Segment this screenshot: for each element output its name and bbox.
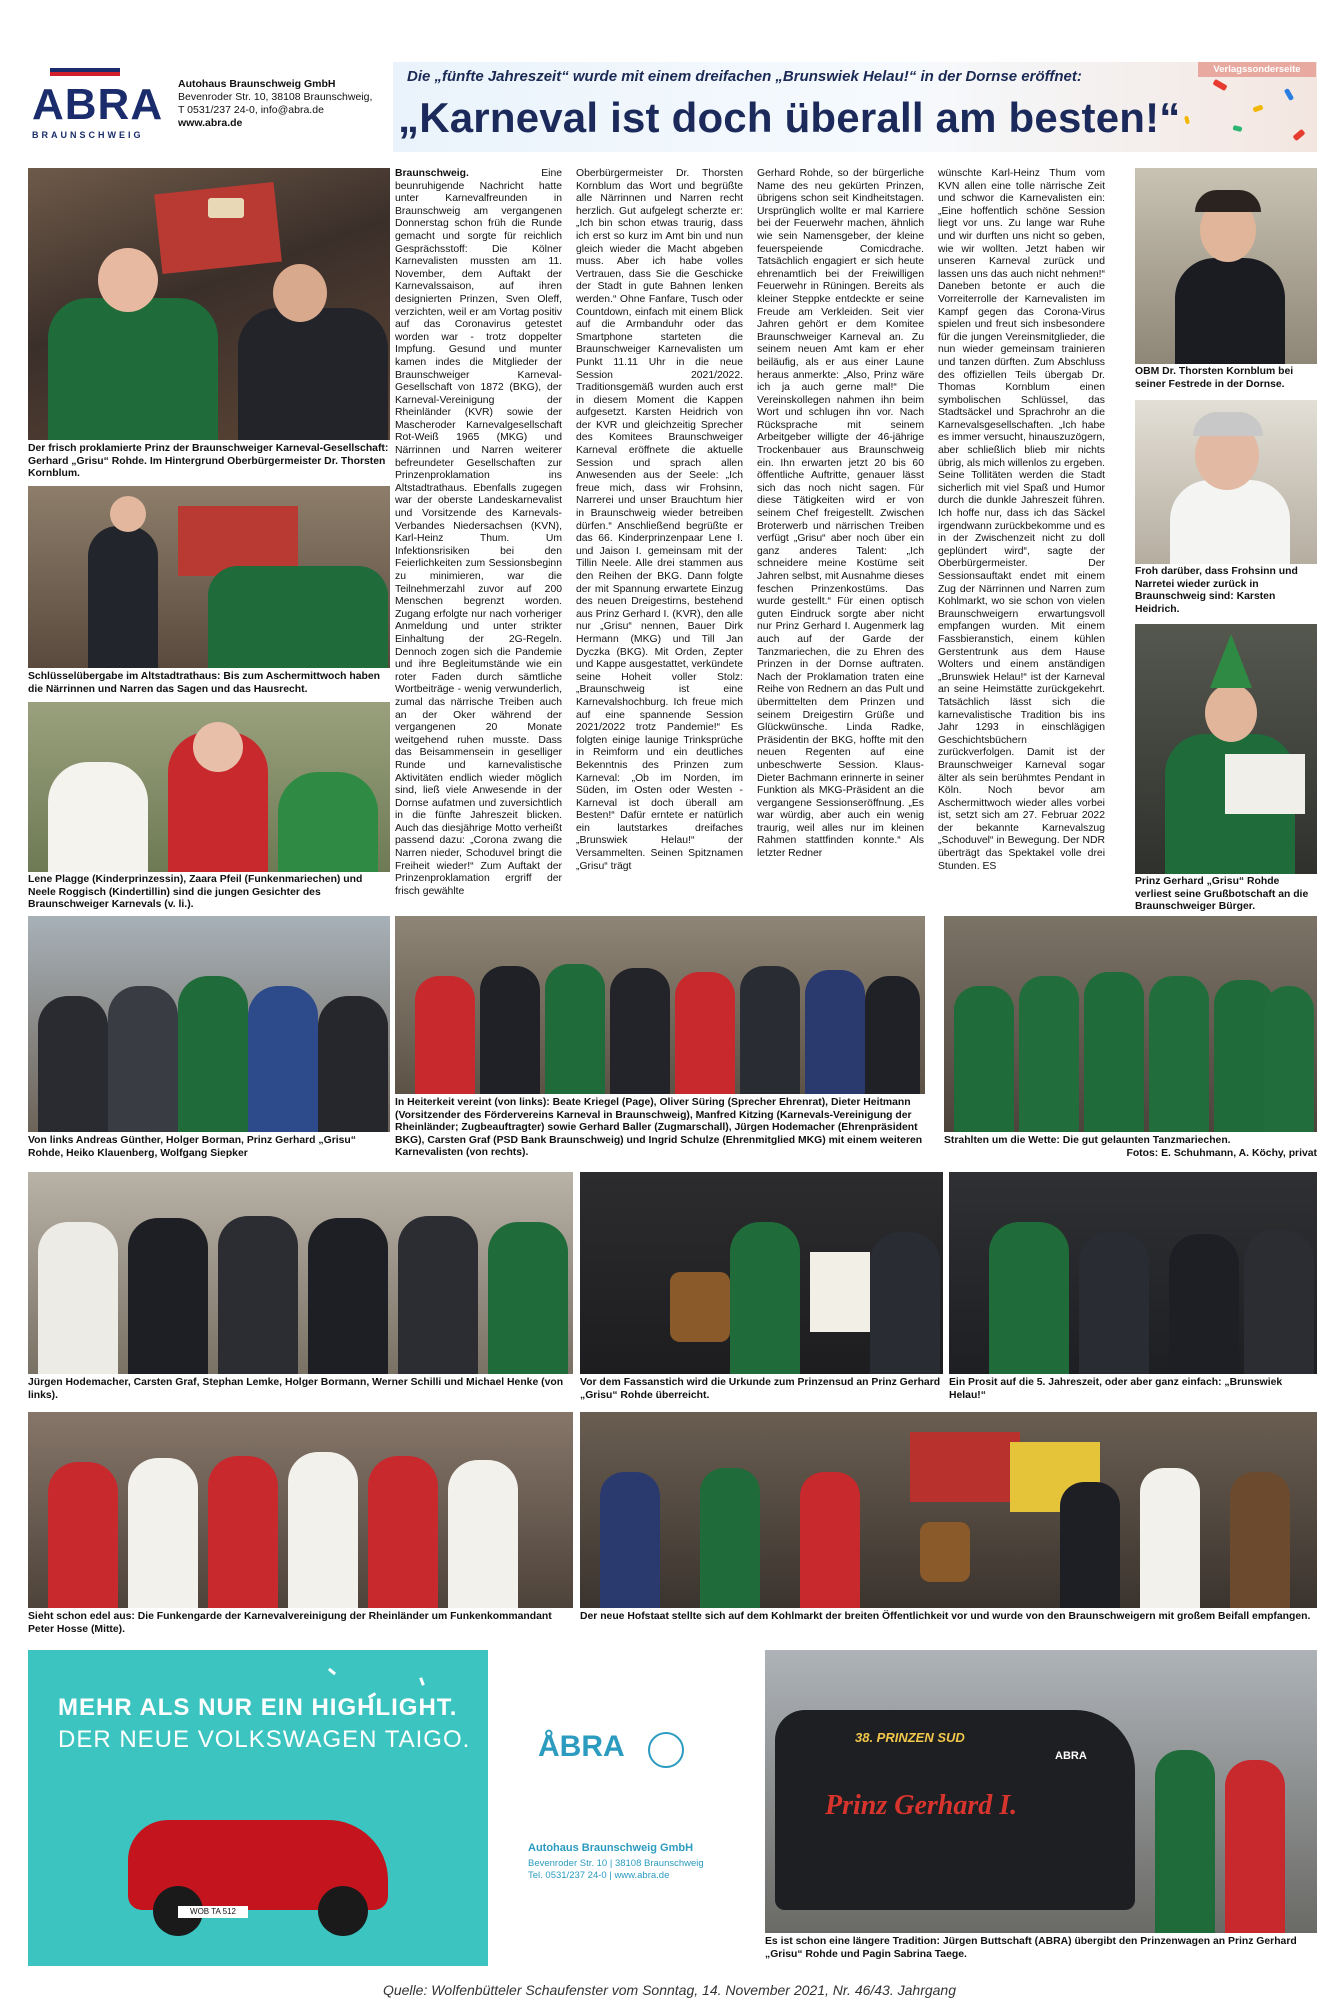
page-title: „Karneval ist doch überall am besten!“ (398, 94, 1181, 141)
caption-3: Lene Plagge (Kinderprinzessin), Zaara Pfeil (Funkenmariechen) und Neele Roggisch (Kindertillin) sind die jungen Gesichter des Braunschweiger Karnevals (v. li.). (28, 874, 363, 911)
van-sign-sud: 38. PRINZEN SUD (855, 1730, 965, 1745)
caption-8: In Heiterkeit vereint (von links): Beate Kriegel (Page), Oliver Süring (Sprecher Ehrenrat), Dieter Heitmann (Vorsitzender des Fördervereins Karneval in Braunschweig), Manfred Kitzing (Karnevals-Vereinigung der Rheinländer; Zugbeauftragter) sowie Gerhard Baller (Zugmarschall), Jürgen Hodemacher (Ehrenpräsident BKG), Carsten Graf (PSD Bank Braunschweig) und Ingrid Schulze (Ehrenmitglied MKG) mit einem weiteren Karnevalisten (von rechts). (395, 1097, 923, 1159)
caption-14: Der neue Hofstaat stellte sich auf dem Kohlmarkt der breiten Öffentlichkeit vor und wurde von den Braunschweigern mit großem Beifall empfangen. (580, 1611, 1311, 1622)
photo-keg-certificate (580, 1172, 943, 1374)
ad-dealer-panel (498, 1690, 748, 1960)
logo-text: ABRA (32, 80, 164, 129)
ad-headline-1: MEHR ALS NUR EIN HIGHLIGHT. (58, 1694, 458, 1721)
logo-subtitle: BRAUNSCHWEIG (32, 130, 144, 140)
caption-1: Der frisch proklamierte Prinz der Braunschweiger Karneval-Gesellschaft: Gerhard „Grisu“ Rohde. Im Hintergrund Oberbürgermeister Dr. Thorsten Kornblum. (28, 443, 389, 480)
company-street: Bevenroder Str. 10, 38108 Braunschweig, (178, 91, 373, 103)
photo-credits: Fotos: E. Schuhmann, A. Köchy, privat (1126, 1148, 1317, 1159)
photo-hodemacher-group (28, 1172, 573, 1374)
caption-15: Es ist schon eine längere Tradition: Jürgen Buttschaft (ABRA) übergibt den Prinzenwagen an Prinz Gerhard „Grisu“ Rohde und Pagin Sabrina Taege. (765, 1936, 1297, 1960)
photo-mayor-speech (1135, 168, 1317, 364)
caption-4: OBM Dr. Thorsten Kornblum bei seiner Festrede in der Dornse. (1135, 366, 1294, 390)
caption-7: Von links Andreas Günther, Holger Borman, Prinz Gerhard „Grisu“ Rohde, Heiko Klauenberg, Wolfgang Siepker (28, 1135, 356, 1159)
photo-prince-proclaimed (28, 168, 390, 440)
photo-prosit (949, 1172, 1317, 1374)
caption-2: Schlüsselübergabe im Altstadtrathaus: Bis zum Aschermittwoch haben die Närrinnen und Narren das Sagen und das Hausrecht. (28, 671, 381, 695)
ad-teal-panel (28, 1650, 488, 1966)
company-phone: T 0531/237 24-0, info@abra.de (178, 104, 324, 116)
company-name: Autohaus Braunschweig GmbH (178, 78, 336, 90)
photo-funkengarde (28, 1412, 573, 1608)
article-dateline: Braunschweig. (395, 168, 469, 179)
caption-5: Froh darüber, dass Frohsinn und Narretei wieder zurück in Braunschweig sind: Karsten Heidrich. (1135, 566, 1298, 615)
caption-13: Sieht schon edel aus: Die Funkengarde der Karnevalvereinigung der Rheinländer um Funkenkommandant Peter Hosse (Mitte). (28, 1611, 552, 1635)
caption-10: Jürgen Hodemacher, Carsten Graf, Stephan Lemke, Holger Bormann, Werner Schilli und Michael Henke (von links). (28, 1377, 564, 1401)
van-brand: ABRA (1055, 1750, 1087, 1762)
photo-key-handover (28, 486, 390, 668)
company-address (178, 78, 393, 130)
caption-11: Vor dem Fassanstich wird die Urkunde zum Prinzensud an Prinz Gerhard „Grisu“ Rohde überreicht. (580, 1377, 941, 1401)
photo-heiterkeit-group (395, 916, 925, 1094)
section-tag: Verlagssonderseite (1198, 62, 1316, 77)
caption-9: Strahlten um die Wette: Die gut gelaunten Tanzmariechen. (944, 1135, 1231, 1146)
abra-logo (28, 62, 164, 152)
caption-12: Ein Prosit auf die 5. Jahreszeit, oder aber ganz einfach: „Brunswiek Helau!“ (949, 1377, 1283, 1401)
license-plate: WOB TA 512 (178, 1906, 248, 1918)
ad-abra-logo: ÅBRA (538, 1730, 625, 1763)
photo-young-faces (28, 702, 390, 872)
caption-6: Prinz Gerhard „Grisu“ Rohde verliest seine Grußbotschaft an die Braunschweiger Bürger. (1135, 876, 1309, 913)
photo-prince-van (765, 1650, 1317, 1933)
article-column-4: wünschte Karl-Heinz Thum vom KVN allen eine tolle närrische Zeit und schwor die Karnevalisten ein: „Eine hoffentlich schöne Session liegt vor uns. Zu lange war Ruhe und wir durften uns nicht so geben, wie wir wollten. Jetzt haben wir unseren Karneval zurück und lassen uns das auch nicht nehmen!“ Daneben betonte er auch die Vorreiterrolle der Karnevalisten im Kampf gegen das Corona-Virus spielen und freut sich insbesondere für die jungen Vereinsmitglieder, die nun wieder gemeinsam trainieren und tanzen dürften. Zum Abschluss des offiziellen Teils übergab Dr. Thomas Kornblum einen symbolischen Schlüssel, das Stadtsäckel und Sprachrohr an die Karnevalsgesellschaften. „Ich habe es immer versucht, hinauszuzögern, aber schließlich blieb mir nichts übrig, als mich willenlos zu ergeben. Seine Tollitäten werden die Stadt sicherlich mit viel Spaß und Humor durch die dunkle Jahreszeit führen. Ich hoffe nur, dass ich das Säckel irgendwann zurückbekomme und es in der Zwischenzeit nicht zu doll geplündert wird“, sagte der Oberbürgermeister. Der Sessionsauftakt endet mit einem Zug der Närrinnen und Narren zum Kohlmarkt, wo sie schon von vielen Braunschweigern erwartungsvoll empfangen wurden. Mit einem Fassbieranstich, einem kühlen Gerstentrunk aus dem Hause Wolters und einem anständigen „Brunswiek Helau!“ ist der Karneval an seine Heimstätte zurückgekehrt. Tatsächlich lässt sich die karnevalistische Tradition bis ins Jahr 1293 in einschlägigen Geschichtsbüchern zurückverfolgen. Damit ist der Braunschweiger Karneval sogar älter als sein berühmtes Pendant in Köln. Noch bevor am Aschermittwoch wieder alles vorbei ist, setzt sich am 27. Februar 2022 der bekannte Karnevalszug „Schoduvel“ in Bewegung. Der NDR überträgt das Spektakel volle drei Stunden. ES (938, 168, 1105, 872)
vw-taigo-advert (28, 1650, 755, 1966)
ad-headline-2: DER NEUE VOLKSWAGEN TAIGO. (58, 1726, 471, 1753)
headline-kicker: Die „fünfte Jahreszeit“ wurde mit einem dreifachen „Brunswiek Helau!“ in der Dornse eröffnet: (407, 68, 1082, 85)
photo-group-outdoor (28, 916, 390, 1132)
article-column-2: Oberbürgermeister Dr. Thorsten Kornblum das Wort und begrüßte alle Närrinnen und Narren recht herzlich. Gut aufgelegt scherzte er: „Ich bin schon etwas traurig, dass ich erst so kurz im Amt bin und nun gleich wieder die Macht abgeben muss. Aber ich habe volles Vertrauen, dass Sie die Geschicke der Stadt in gute Bahnen lenken werden.“ Ohne Fanfare, Tusch oder Countdown, einfach mit einem Blick auf die Armbanduhr oder das Smartphone starteten die Braunschweiger Karnevalisten um Punkt 11.11 Uhr in die neue Session 2021/2022. Traditionsgemäß wurden auch erst in diesem Moment die Kappen aufgesetzt. Karsten Heidrich von der KVR und gleichzeitig Sprecher des Komitees Braunschweiger Karneval eröffnete die aktuelle Session und sprach allen Anwesenden aus der Seele: „Ich freue mich, dass wir Frohsinn, Narrerei und unser Brauchtum hier in Braunschweig wieder betreiben dürfen.“ Anschließend begrüßte er das 66. Kinderprinzenpaar Lene I. und Jaison I. gemeinsam mit der Tillin Neele. Alle drei stammen aus den Reihen der BKG. Dann folgte der mit Spannung erwartete Einzug des neuen Dreigestirns, bestehend aus Prinz Gerhard I. (KVR), den alle nur „Grisu“ nennen, Bauer Dirk Hermann (MKG) und Till Jan Dyczka (BKG). Mit Orden, Zepter und Kappe ausgestattet, verkündete seine Hoheit voller Stolz: „Braunschweig ist eine Karnevalshochburg. Ich freue mich auf eine spannende Session 2021/2022 trotz Pandemie!“ Es folgten einige launige Trinksprüche in Reimform und ein deutliches Bekenntnis des Prinzen zum Karneval: „Ob im Norden, im Süden, im Osten oder Westen - Karneval ist doch überall am Besten!“ Dafür erntete er natürlich ein lautstarkes dreifaches „Brunswiek Helau!“ der Versammelten. Seinen Spitznamen „Grisu“ trägt (576, 168, 743, 872)
article-column-1 (395, 168, 562, 898)
photo-hofstaat (580, 1412, 1317, 1608)
article-text-1: Eine beunruhigende Nachricht hatte unter Karnevalfreunden in Braunschweig am vergangenen Donnerstag schon früh die Runde gemacht und sorgte für reichlich Gesprächsstoff: Die Kölner Karnevalisten mussten am 11. November, dem Auftakt der Karnevalssaison, auf ihren designierten Prinzen, Sven Oleff, verzichten, weil er am Vortag positiv auf das Coronavirus getestet worden war - trotz doppelter Impfung. Gesund und munter kamen indes die Mitglieder der Braunschweiger Karneval-Gesellschaft von 1872 (BKG), der Karneval-Vereinigung der Rheinländer (KVR) sowie der Mascheroder Karnevalgesellschaft Rot-Weiß 1965 (MKG) und Närrinnen und Narren weiterer befreundeter Gesellschaften zur Prinzenproklamation ins Altstadtrathaus. Ebenfalls zugegen war der oberste Landeskarnevalist und Vorsitzende des Karnevals-Verbandes Niedersachsen (KVN), Karl-Heinz Thum. Um Infektionsrisiken bei den Feierlichkeiten zum Sessionsbeginn zu minimieren, war die Teilnehmerzahl zuvor auf 200 Menschen begrenzt worden. Zugang erfolgte nur nach vorheriger Anmeldung und unter strikter Einhaltung der 2G-Regeln. Dennoch zogen sich die Pandemie und ihre Begleitumstände wie ein roter Faden durch sämtliche Wortbeiträge - wenig verwunderlich, zumal das närrische Treiben auch an der Oker während der vergangenen 20 Monate weitgehend ruhen musste. Dass das Beisammensein in geselliger Runde und karnevalistische Aktivitäten endlich wieder möglich sind, ließ viele Anwesende in der Dornse aufatmen und zuversichtlich in die fünfte Jahreszeit blicken. Auch das diesjährige Motto verheißt passend dazu: „Corona zwang die Narren nieder, Schoduvel bringt die Freiheit wieder!“ Zum Auftakt der Prinzenproklamation ergriff der frisch gewählte (395, 168, 562, 897)
ad-address (528, 1858, 704, 1882)
ad-company: Autohaus Braunschweig GmbH (528, 1842, 694, 1854)
photo-prince-greeting (1135, 624, 1317, 874)
ad-address-line-1: Bevenroder Str. 10 | 38108 Braunschweig (528, 1858, 704, 1869)
ad-address-line-2: Tel. 0531/237 24-0 | www.abra.de (528, 1870, 670, 1881)
vw-logo-icon (648, 1732, 684, 1768)
logo-stripe (50, 68, 120, 76)
article-column-3: Gerhard Rohde, so der bürgerliche Name des neu gekürten Prinzen, übrigens schon seit Kindheitstagen. Ursprünglich wollte er mal Karriere bei der Feuerwehr machen, ähnlich wie sein Namensgeber, der kleine feuerspeiende Comicdrache. Tatsächlich engagiert er sich heute ehrenamtlich bei der Freiwilligen Feuerwehr in Rüningen. Bereits als kleiner Steppke entdeckte er seine Freude am Verkleiden. Seit vier Jahren gehört er dem Komitee Braunschweiger Karneval an. Zu seinem neuen Amt kam er eher beiläufig, als er aus einer Laune heraus anmerkte: „Also, Prinz wäre ich ja auch gerne mal!“ Die Vereinskollegen nahmen ihn beim Wort und schlugen ihn vor. Nach Rücksprache mit seinem Arbeitgeber willigte der 46-jährige Trockenbauer aus Braunschweig ein. Ihn erwarten jetzt 20 bis 60 öffentliche Auftritte, genauer lässt sich das noch nicht sagen. Für diese Tätigkeiten wird er von seinem Chef freigestellt. Zwischen Broterwerb und närrischen Treiben verfügt „Grisu“ aber noch über ein ganz anderes Talent: „Ich schneidere meine Kostüme seit Jahren selbst, mit Ausnahme dieses feschen Prinzenkostüms. Das wurde gestellt.“ Für einen optisch guten Eindruck sorgte aber nicht nur Prinz Gerhard I. Augenmerk lag auch auf der Garde der Tanzmariechen, die zu Ehren des Prinzen in der Dornse auftraten. Nach der Proklamation traten eine Reihe von Rednern an das Pult und übermittelten dem Prinzen und seinem Dreigestirn Grüße und Glückwünsche. Linda Radke, Präsidentin der BKG, hoffte mit den neuen Regenten auf eine unbeschwerte Session. Klaus-Dieter Bachmann erinnerte in seiner Funktion als MKG-Präsident an die vergangene Sessionseröffnung. „Es war würdig, aber auch ein wenig traurig, weil alles nur im kleinen Rahmen stattfinden konnte.“ Als letzter Redner (757, 168, 924, 860)
company-web: www.abra.de (178, 117, 243, 129)
photo-karsten-heidrich (1135, 400, 1317, 564)
source-line: Quelle: Wolfenbütteler Schaufenster vom Sonntag, 14. November 2021, Nr. 46/43. Jahrgang (382, 1982, 957, 1998)
photo-dancers (944, 916, 1317, 1132)
van-sign-prince: Prinz Gerhard I. (825, 1790, 1018, 1821)
